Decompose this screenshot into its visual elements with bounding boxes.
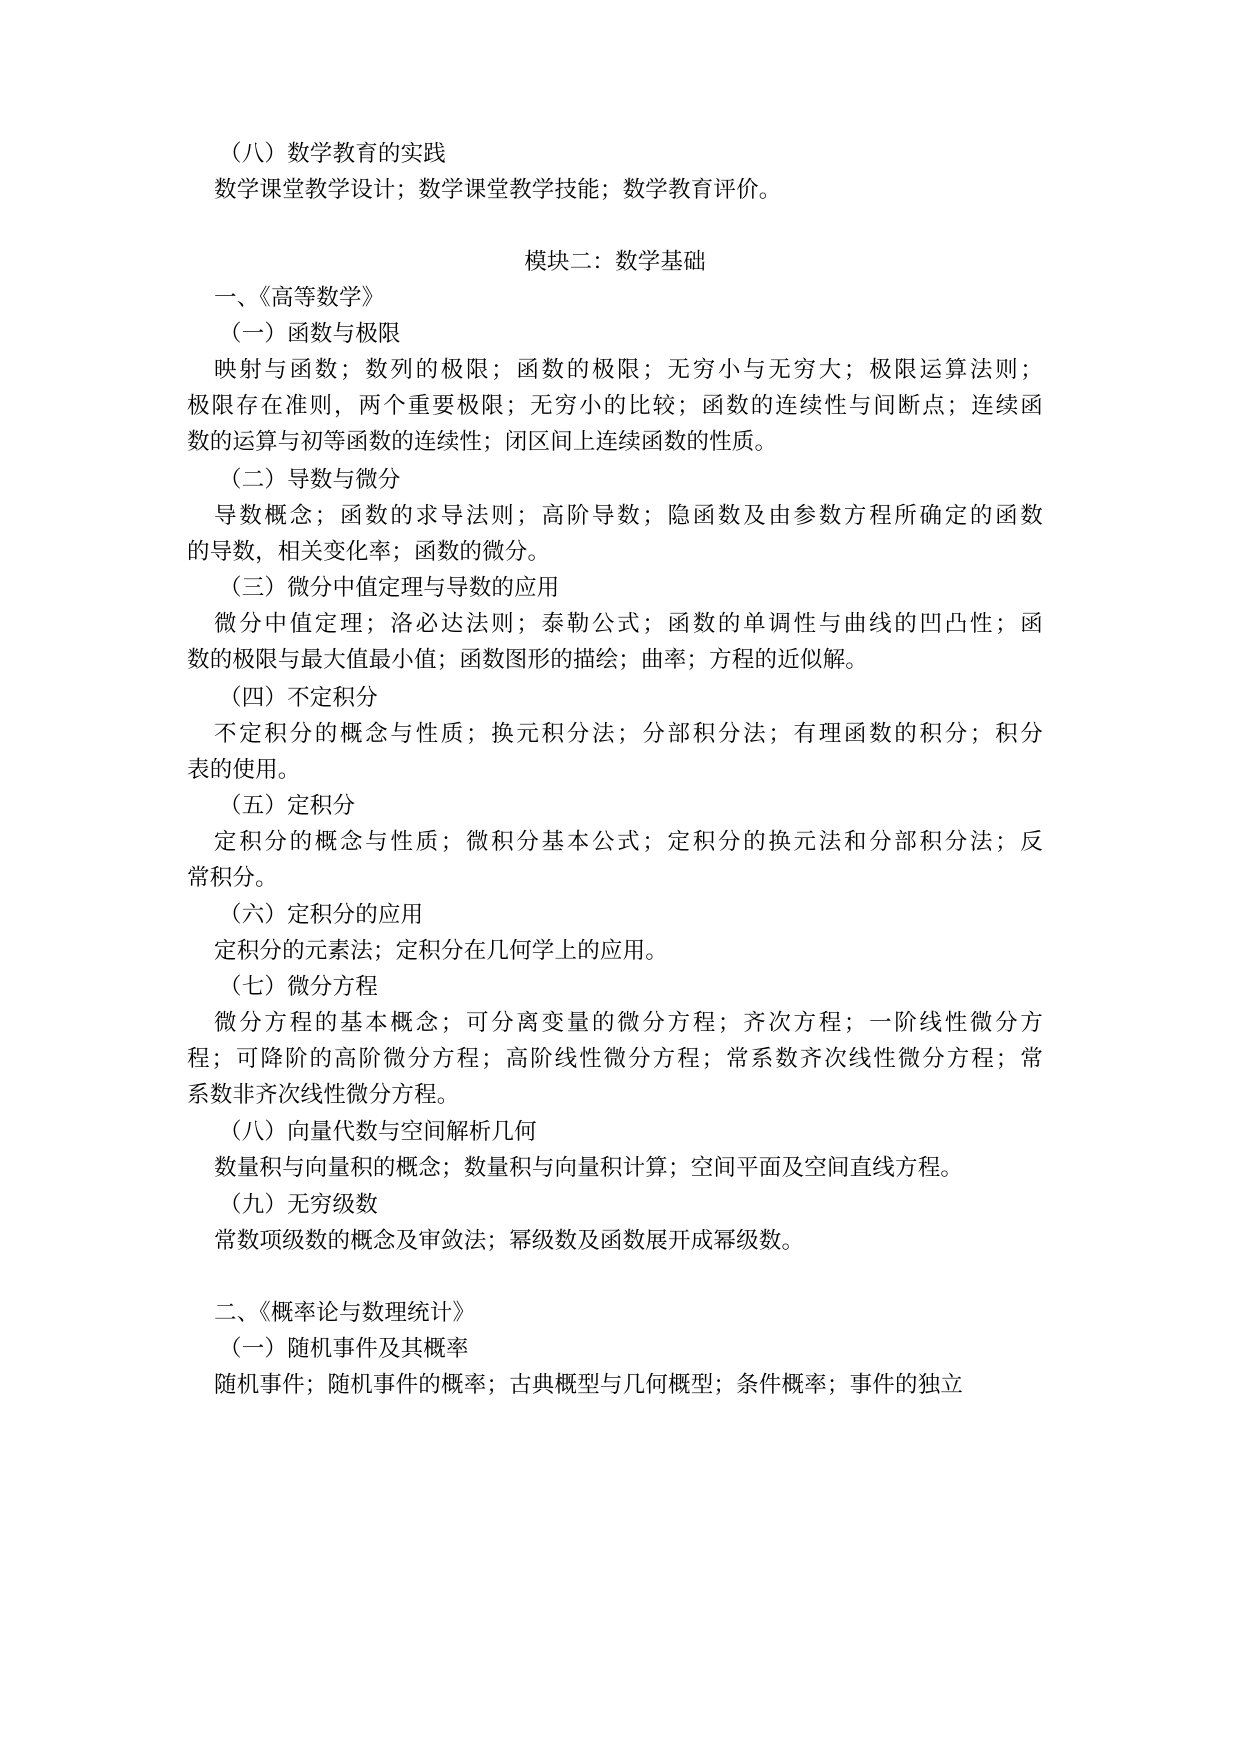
section-heading: （七）微分方程 [219,974,378,1000]
section-heading: （九）无穷级数 [219,1192,378,1218]
paragraph-line: 数的运算与初等函数的连续性；闭区间上连续函数的性质。 [187,429,778,455]
section-heading: （四）不定积分 [219,685,378,711]
section-heading: （一）函数与极限 [219,321,401,347]
section-heading: （八）数学教育的实践 [219,141,447,167]
section-heading: （一）随机事件及其概率 [219,1336,469,1362]
paragraph-line: 表的使用。 [187,757,301,783]
paragraph-line: 随机事件；随机事件的概率；古典概型与几何概型；条件概率；事件的独立 [214,1372,964,1398]
paragraph-line: 定积分的元素法；定积分在几何学上的应用。 [214,938,669,964]
paragraph-line: 程；可降阶的高阶微分方程；高阶线性微分方程；常系数齐次线性微分方程；常 [187,1046,1043,1072]
paragraph-line: 的导数，相关变化率；函数的微分。 [187,539,551,565]
section-heading: （六）定积分的应用 [219,902,424,928]
paragraph-line: 常数项级数的概念及审敛法；幂级数及函数展开成幂级数。 [214,1228,805,1254]
part-title: 二、《概率论与数理统计》 [214,1300,476,1326]
paragraph-line: 导数概念；函数的求导法则；高阶导数；隐函数及由参数方程所确定的函数 [214,503,1043,529]
part-title: 一、《高等数学》 [214,285,385,311]
paragraph-line: 数量积与向量积的概念；数量积与向量积计算；空间平面及空间直线方程。 [214,1155,964,1181]
paragraph-line: 数的极限与最大值最小值；函数图形的描绘；曲率；方程的近似解。 [187,647,869,673]
section-heading: （五）定积分 [219,793,356,819]
paragraph-line: 定积分的概念与性质；微积分基本公式；定积分的换元法和分部积分法；反 [214,829,1043,855]
paragraph-line: 不定积分的概念与性质；换元积分法；分部积分法；有理函数的积分；积分 [214,721,1043,747]
paragraph-line: 微分中值定理；洛必达法则；泰勒公式；函数的单调性与曲线的凹凸性；函 [214,611,1043,637]
section-heading: （八）向量代数与空间解析几何 [219,1119,537,1145]
paragraph-line: 极限存在准则，两个重要极限；无穷小的比较；函数的连续性与间断点；连续函 [187,393,1043,419]
section-heading: （二）导数与微分 [219,467,401,493]
module-title: 模块二：数学基础 [524,249,706,275]
paragraph-line: 微分方程的基本概念；可分离变量的微分方程；齐次方程；一阶线性微分方 [214,1010,1043,1036]
section-heading: （三）微分中值定理与导数的应用 [219,575,560,601]
section-body: 数学课堂教学设计；数学课堂教学技能；数学教育评价。 [214,177,782,203]
paragraph-line: 系数非齐次线性微分方程。 [187,1082,460,1108]
paragraph-line: 映射与函数；数列的极限；函数的极限；无穷小与无穷大；极限运算法则； [214,357,1043,383]
paragraph-line: 常积分。 [187,865,278,891]
